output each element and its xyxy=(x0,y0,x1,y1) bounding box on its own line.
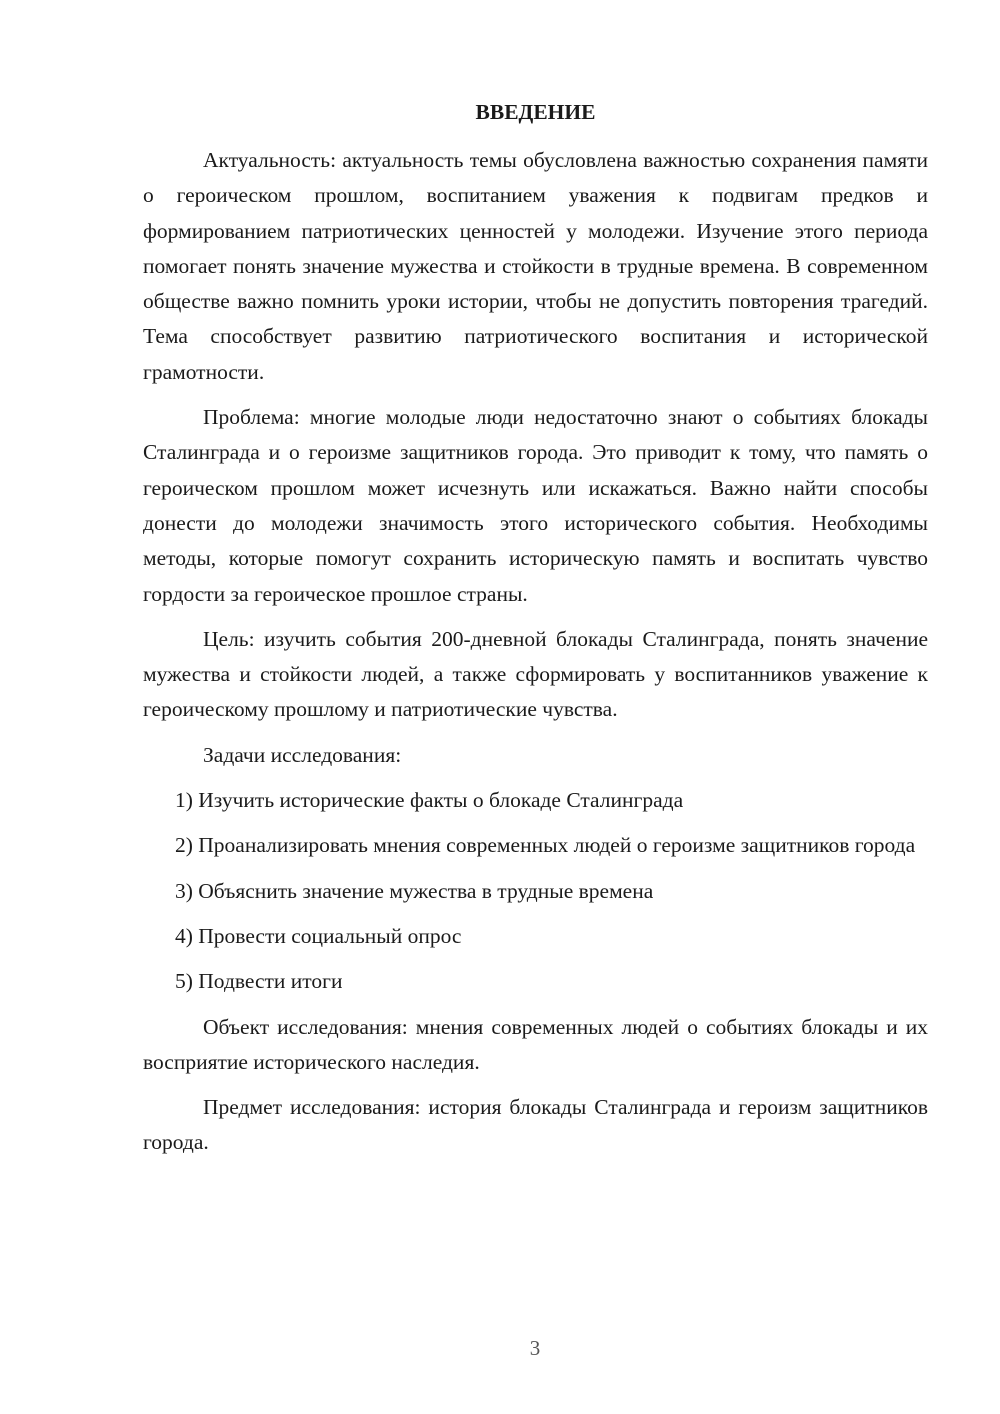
task-item-2: 2) Проанализировать мнения современных людей о героизме защитников города xyxy=(175,833,916,858)
relevance-paragraph: Актуальность: актуальность темы обусловлена важностью сохранения памяти о героическом прошлом, воспитанием уважения к подвигам предков и формированием патриотических ценностей у молодежи. Изучение этого периода помогает понять значение мужества и стойкости в трудные времена. В современном обществе важно помнить уроки истории, чтобы не допустить повторения трагедий. Тема способствует развитию патриотического воспитания и исторической грамотности. xyxy=(143,148,928,384)
task-item-4: 4) Провести социальный опрос xyxy=(175,923,462,948)
task-item-3: 3) Объяснить значение мужества в трудные времена xyxy=(175,878,654,903)
tasks-heading: Задачи исследования: xyxy=(203,742,402,767)
document-body xyxy=(143,143,928,1171)
page-title: ВВЕДЕНИЕ xyxy=(475,100,596,124)
task-item-5: 5) Подвести итоги xyxy=(175,969,343,994)
object-paragraph: Объект исследования: мнения современных людей о событиях блокады и их восприятие исторического наследия. xyxy=(143,1014,928,1074)
subject-paragraph: Предмет исследования: история блокады Сталинграда и героизм защитников города. xyxy=(143,1095,928,1155)
task-item-1: 1) Изучить исторические факты о блокаде Сталинграда xyxy=(175,788,684,813)
problem-paragraph: Проблема: многие молодые люди недостаточно знают о событиях блокады Сталинграда и о героизме защитников города. Это приводит к тому, что память о героическом прошлом может исчезнуть или искажаться. Важно найти способы донести до молодежи значимость этого исторического события. Необходимы методы, которые помогут сохранить историческую память и воспитать чувство гордости за героическое прошлое страны. xyxy=(143,405,928,606)
page-number: 3 xyxy=(529,1336,541,1360)
goal-paragraph: Цель: изучить события 200-дневной блокады Сталинграда, понять значение мужества и стойкости людей, а также сформировать у воспитанников уважение к героическому прошлому и патриотические чувства. xyxy=(143,626,928,722)
